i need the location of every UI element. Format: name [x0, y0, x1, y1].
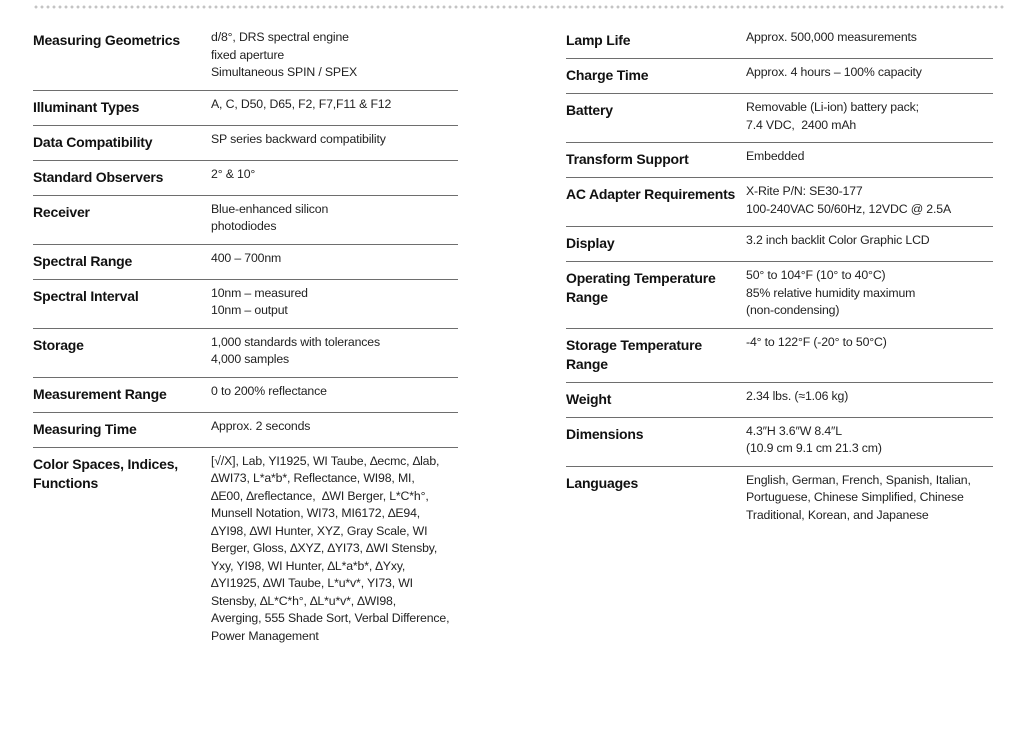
spec-label: Spectral Interval [33, 287, 139, 304]
spec-value: 400 – 700nm [211, 250, 282, 265]
spec-label: Measuring Geometrics [33, 32, 180, 48]
spec-value: 2° & 10° [211, 166, 256, 181]
spec-row-storage-temperature [566, 329, 993, 383]
spec-label: Measuring Time [33, 420, 137, 437]
spec-table-right [566, 24, 993, 532]
spec-value: 0 to 200% reflectance [211, 383, 327, 398]
spec-value: 2.34 lbs. (≈1.06 kg) [746, 388, 849, 403]
spec-row-spectral-interval [33, 280, 458, 329]
spec-row-illuminant-types [33, 91, 458, 126]
spec-row-transform-support [566, 143, 993, 178]
spec-row-battery [566, 94, 993, 143]
spec-label: Charge Time [566, 67, 649, 83]
spec-label: Receiver [33, 203, 90, 220]
spec-label: Languages [566, 474, 639, 491]
spec-row-languages [566, 467, 993, 533]
spec-label: Storage [33, 336, 84, 353]
spec-row-measuring-time [33, 413, 458, 448]
spec-label: Illuminant Types [33, 98, 140, 115]
spec-label: AC Adapter Requirements [566, 186, 736, 202]
spec-label: Standard Observers [33, 168, 164, 185]
spec-row-measurement-range [33, 378, 458, 413]
spec-value: Embedded [746, 149, 805, 163]
spec-label: Display [566, 235, 615, 251]
spec-label: Lamp Life [566, 32, 631, 48]
spec-label: Transform Support [566, 151, 689, 167]
spec-value: 4.3″H 3.6″W 8.4″L (10.9 cm 9.1 cm 21.3 cm) [746, 423, 882, 455]
spec-label: Operating Temperature Range [566, 270, 716, 305]
spec-value: 10nm – measured 10nm – output [211, 285, 308, 317]
spec-value: English, German, French, Spanish, Italian, Portuguese, Chinese Simplified, Chinese Traditional, Korean, and Japanese [746, 472, 971, 522]
spec-row-dimensions [566, 418, 993, 467]
spec-value: Removable (Li-ion) battery pack; 7.4 VDC, 2400 mAh [746, 100, 919, 132]
spec-label: Data Compatibility [33, 133, 153, 150]
spec-table-left [33, 24, 458, 653]
spec-value: Approx. 4 hours – 100% capacity [746, 65, 922, 79]
spec-value: d/8°, DRS spectral engine fixed aperture Simultaneous SPIN / SPEX [211, 30, 358, 79]
spec-label: Dimensions [566, 425, 644, 442]
spec-value: Blue-enhanced silicon photodiodes [211, 201, 329, 233]
spec-row-operating-temperature [566, 262, 993, 329]
spec-label: Weight [566, 390, 612, 407]
spec-row-receiver [33, 196, 458, 245]
spec-value: -4° to 122°F (-20° to 50°C) [746, 334, 887, 349]
spec-row-data-compatibility [33, 126, 458, 161]
spec-row-display [566, 227, 993, 262]
spec-row-storage [33, 329, 458, 378]
spec-label: Color Spaces, Indices, Functions [33, 455, 178, 491]
spec-value: SP series backward compatibility [211, 131, 386, 146]
spec-row-ac-adapter [566, 178, 993, 227]
spec-value: 50° to 104°F (10° to 40°C) 85% relative humidity maximum (non-condensing) [746, 268, 916, 317]
spec-value: 3.2 inch backlit Color Graphic LCD [746, 233, 930, 247]
spec-label: Battery [566, 102, 613, 118]
spec-row-measuring-geometrics [33, 24, 458, 91]
spec-value: Approx. 2 seconds [211, 418, 311, 433]
spec-value: 1,000 standards with tolerances 4,000 samples [211, 334, 380, 366]
spec-value: A, C, D50, D65, F2, F7,F11 & F12 [211, 96, 392, 111]
spec-label: Spectral Range [33, 252, 133, 269]
spec-row-lamp-life [566, 24, 993, 59]
spec-row-spectral-range [33, 245, 458, 280]
spec-value: Approx. 500,000 measurements [746, 30, 917, 44]
spec-value: [√/X], Lab, YI1925, WI Taube, ∆ecmc, ∆lab, ∆WI73, L*a*b*, Reflectance, WI98, MI, ∆E00, ∆reflectance, ∆WI Berger, L*C*h°, Munsell Notation, WI73, MI6172, ∆E94, ∆YI98, ∆WI Hunter, XYZ, Gray Scale, WI Berger, Gloss, ∆XYZ, ∆YI73, ∆WI Stensby, Yxy, YI98, WI Hunter, ∆L*a*b*, ∆Yxy, ∆YI1925, ∆WI Taube, L*u*v*, YI73, WI Stensby, ∆L*C*h°, ∆L*u*v*, ∆WI98, Averging, 555 Shade Sort, Verbal Difference, Power Management [211, 453, 450, 643]
spec-label: Storage Temperature Range [566, 336, 702, 372]
spec-row-standard-observers [33, 161, 458, 196]
spec-row-color-spaces [33, 448, 458, 654]
spec-value: X-Rite P/N: SE30-177 100-240VAC 50/60Hz, 12VDC @ 2.5A [746, 184, 952, 216]
dotted-divider [33, 5, 1005, 9]
spec-row-charge-time [566, 59, 993, 94]
spec-row-weight [566, 383, 993, 418]
spec-label: Measurement Range [33, 385, 167, 402]
